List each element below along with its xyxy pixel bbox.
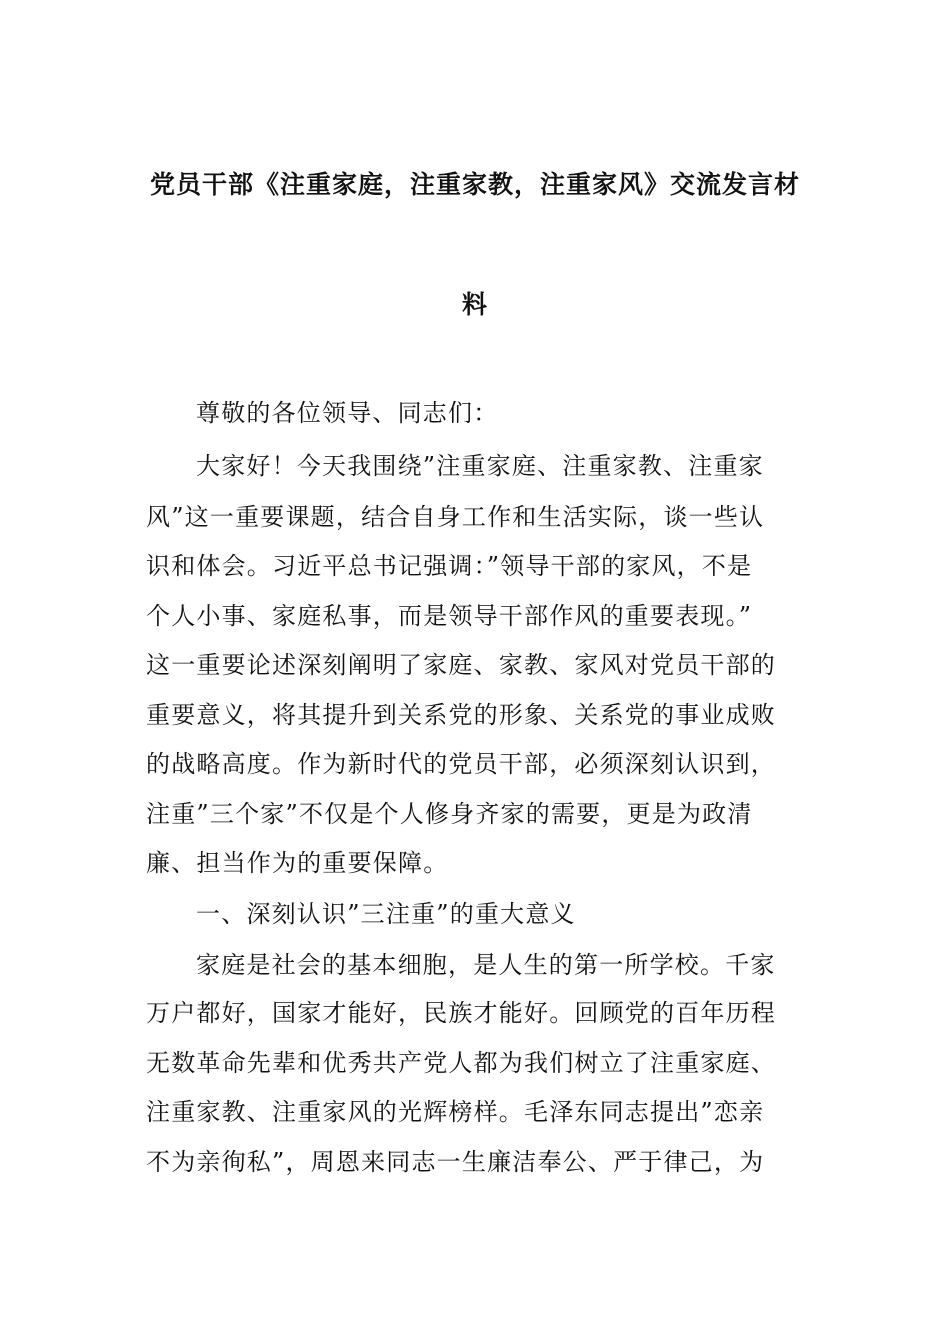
document-title-line-1: 党员干部《注重家庭，注重家教，注重家风》交流发言材: [149, 170, 800, 199]
paragraph-line: 注重家教、注重家风的光辉榜样。毛泽东同志提出”恋亲: [146, 1098, 765, 1126]
paragraph-line: 无数革命先辈和优秀共产党人都为我们树立了注重家庭、: [146, 1049, 776, 1077]
paragraph-line: 重要意义，将其提升到关系党的形象、关系党的事业成败: [146, 701, 776, 729]
section-heading: 一、深刻认识”三注重”的重大意义: [196, 900, 576, 928]
paragraph-line: 大家好！今天我围绕”注重家庭、注重家教、注重家: [196, 452, 764, 480]
paragraph-line: 个人小事、家庭私事，而是领导干部作风的重要表现。”: [146, 602, 753, 630]
paragraph-line: 这一重要论述深刻阐明了家庭、家教、家风对党员干部的: [146, 651, 776, 679]
paragraph-line: 万户都好，国家才能好，民族才能好。回顾党的百年历程: [146, 999, 776, 1027]
paragraph-line: 注重”三个家”不仅是个人修身齐家的需要，更是为政清: [146, 800, 753, 828]
salutation: 尊敬的各位领导、同志们：: [196, 399, 499, 427]
paragraph-line: 识和体会。习近平总书记强调：”领导干部的家风，不是: [146, 552, 753, 580]
paragraph-line: 家庭是社会的基本细胞，是人生的第一所学校。千家: [196, 951, 776, 979]
paragraph-line: 廉、担当作为的重要保障。: [146, 849, 449, 877]
document-title-line-2: 料: [461, 290, 488, 319]
paragraph-line: 风”这一重要课题，结合自身工作和生活实际，谈一些认: [146, 503, 765, 531]
paragraph-line: 的战略高度。作为新时代的党员干部，必须深刻认识到，: [146, 750, 776, 778]
paragraph-line: 不为亲徇私”，周恩来同志一生廉洁奉公、严于律己，为: [146, 1148, 765, 1176]
